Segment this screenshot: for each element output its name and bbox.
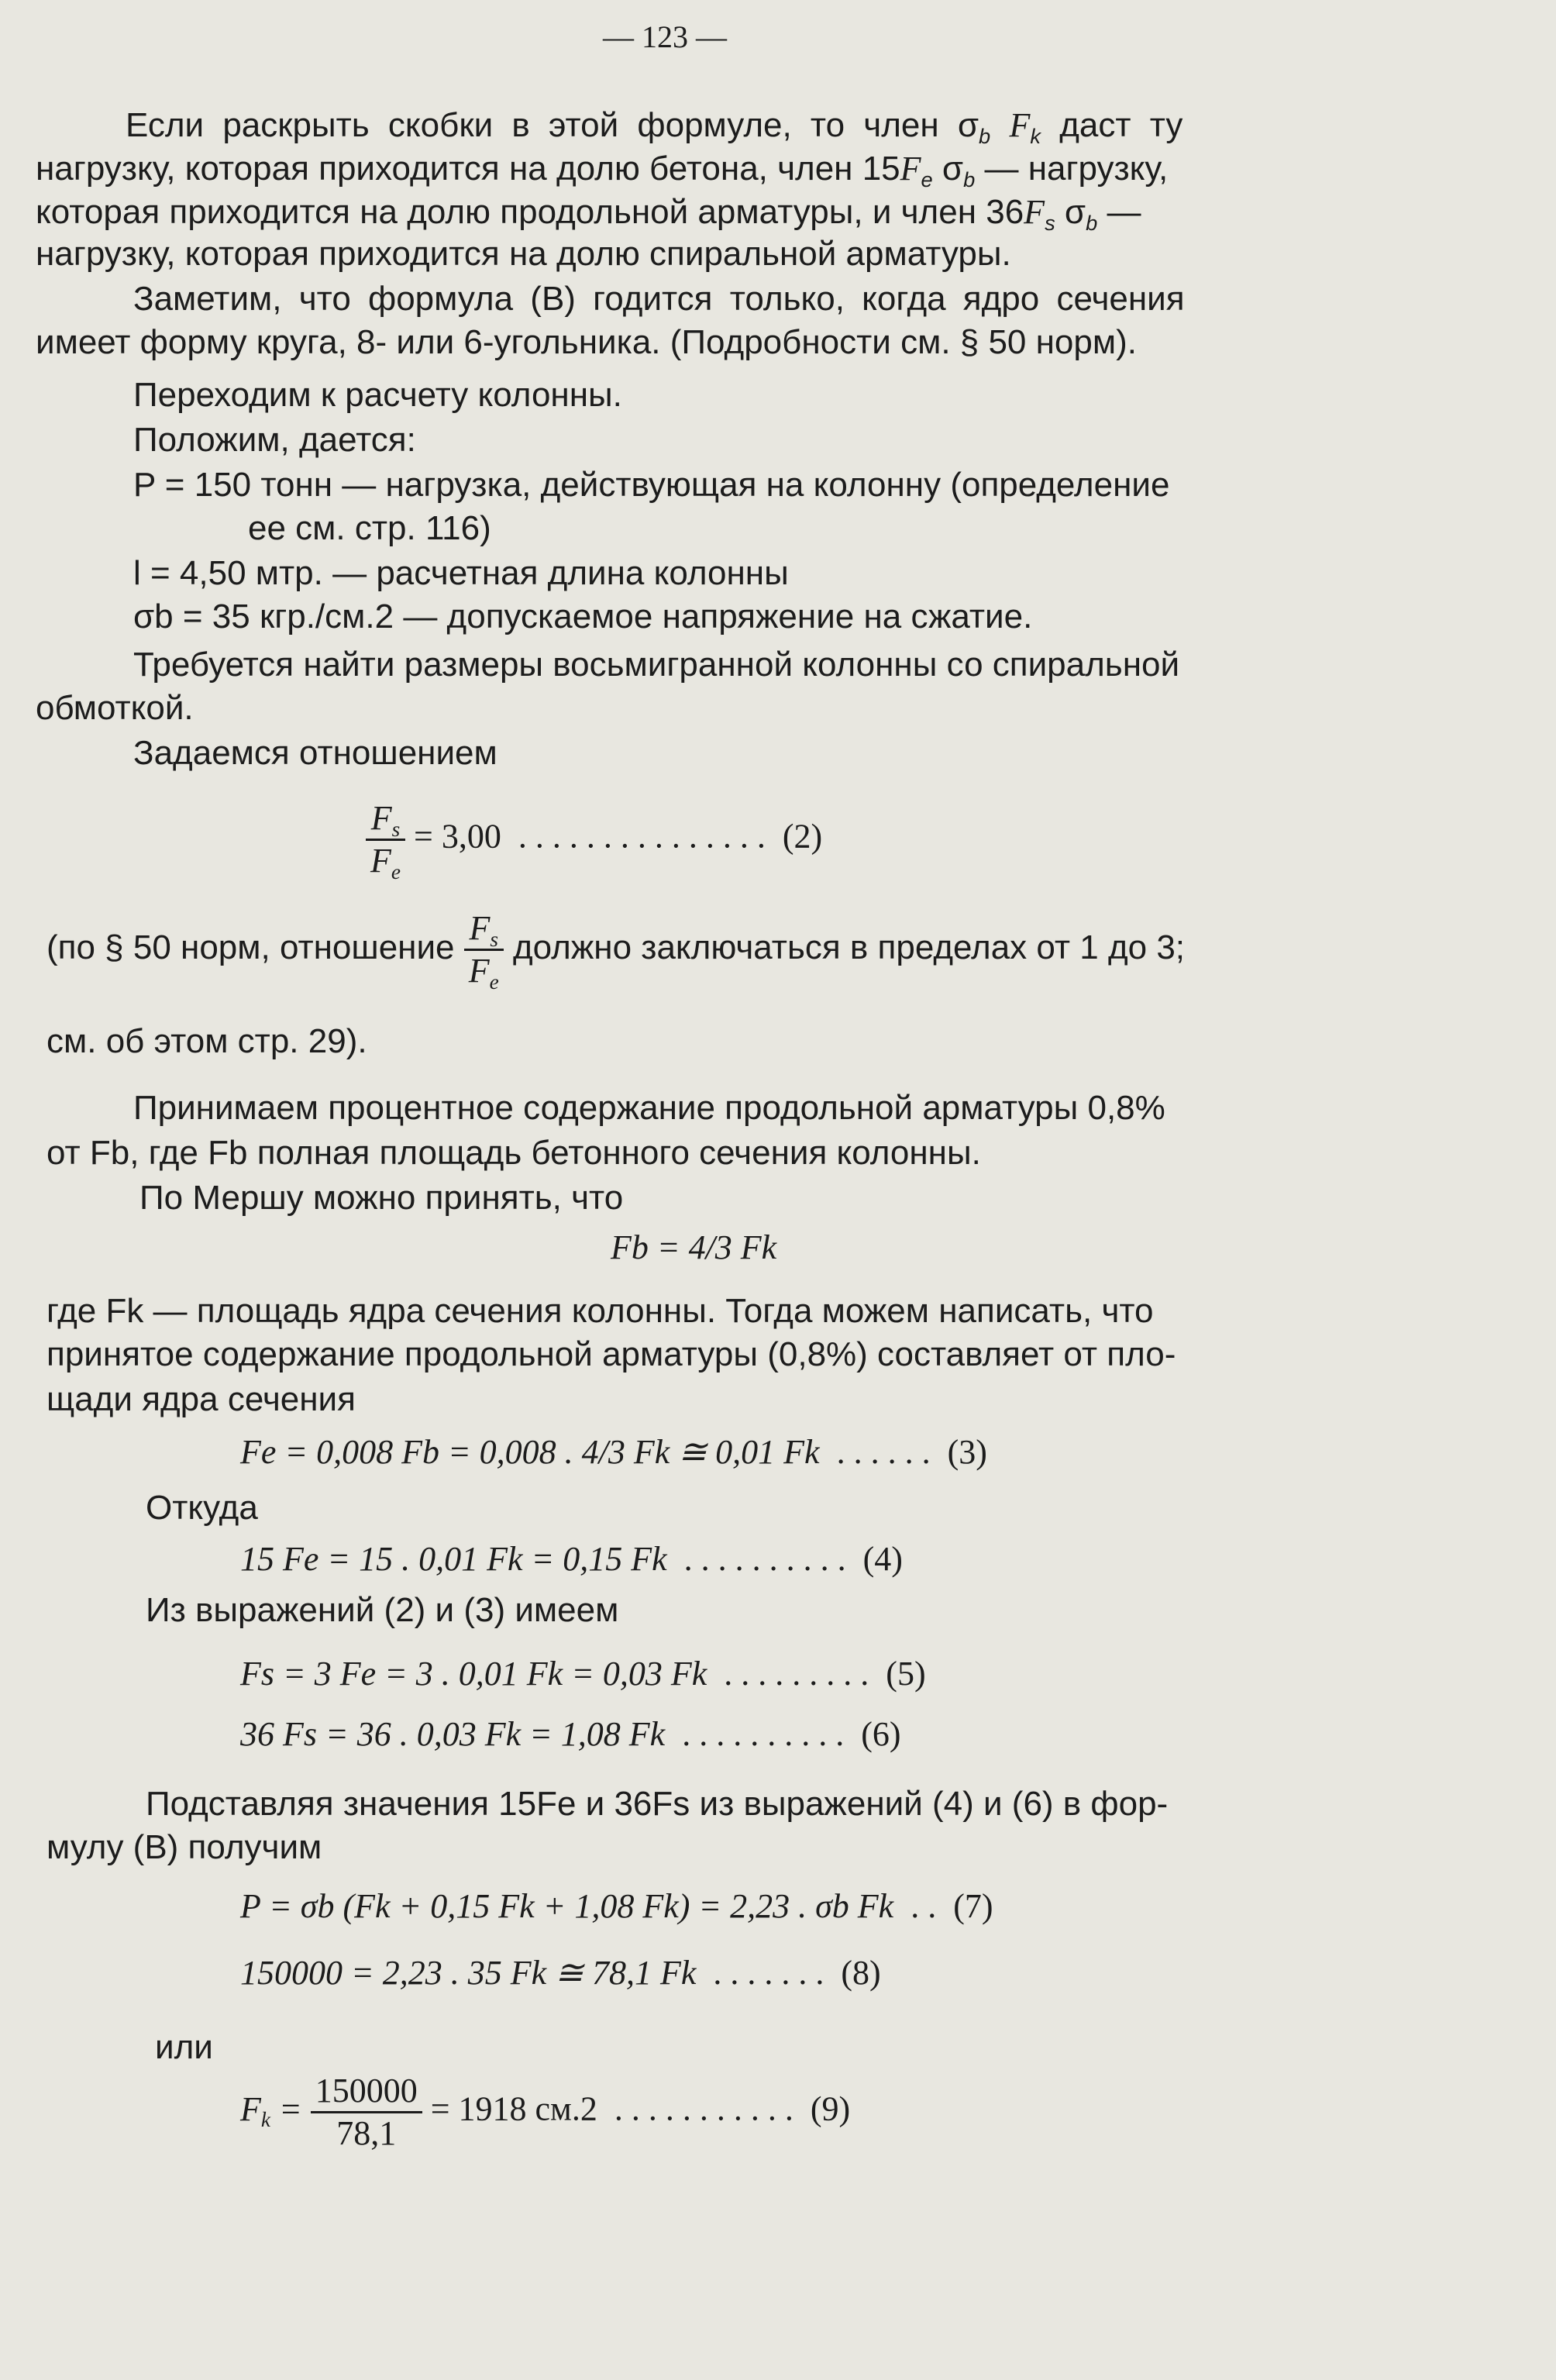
paragraph-1-line-4: нагрузку, которая приходится на долю спиральной арматуры. <box>36 235 1011 273</box>
paragraph-9: По Мершу можно принять, что <box>139 1179 624 1217</box>
given-stress: σb = 35 кгр./см.2 — допускаемое напряжение на сжатие. <box>133 598 1033 635</box>
equation-9-fraction: $\frac{150000}{78,1}$ <box>311 2074 422 2151</box>
equation-9: Fk = $\frac{150000}{78,1}$ = 1918 см.2 . . . . . . . . . . . (9) <box>240 2072 851 2152</box>
ratio-fs-fe: $\frac{Fs}{Fe}$ <box>366 801 405 878</box>
equation-7: P = σb (Fk + 0,15 Fk + 1,08 Fk) = 2,23 . σb Fk . . (7) <box>240 1887 993 1925</box>
paragraph-1-line-3: которая приходится на долю продольной арматуры, и член 36Fs σb — <box>36 193 1141 235</box>
paragraph-8-line-2: от Fb, где Fb полная площадь бетонного сечения колонны. <box>46 1134 981 1172</box>
paragraph-6: Задаемся отношением <box>133 734 497 772</box>
paragraph-2-line-1: Заметим, что формула (B) годится только, когда ядро сечения <box>133 280 1185 318</box>
equation-3-label: (3) <box>947 1433 987 1471</box>
equation-4-label: (4) <box>862 1540 903 1578</box>
word-ili: или <box>155 2028 213 2066</box>
paragraph-8-line-1: Принимаем процентное содержание продольной арматуры 0,8% <box>133 1089 1165 1127</box>
paragraph-5-line-2: обмоткой. <box>36 689 194 727</box>
given-load: P = 150 тонн — нагрузка, действующая на колонну (определение <box>133 466 1170 504</box>
given-length: l = 4,50 мтр. — расчетная длина колонны <box>133 554 789 592</box>
equation-5-label: (5) <box>886 1655 926 1693</box>
paragraph-10-line-3: щади ядра сечения <box>46 1380 356 1418</box>
equation-8-label: (8) <box>841 1954 881 1992</box>
equation-2: $\frac{Fs}{Fe}$ = 3,00 . . . . . . . . . . . . . . . (2) <box>366 801 822 878</box>
equation-9-label: (9) <box>810 2089 851 2128</box>
paragraph-1-line-2: нагрузку, которая приходится на долю бетона, член 15Fe σb — нагрузку, <box>36 150 1169 191</box>
equation-4: 15 Fe = 15 . 0,01 Fk = 0,15 Fk . . . . . . . . . . (4) <box>240 1540 903 1578</box>
paragraph-11-line-2: мулу (B) получим <box>46 1828 322 1866</box>
paragraph-iz: Из выражений (2) и (3) имеем <box>146 1591 619 1629</box>
word-otkuda: Откуда <box>146 1489 258 1527</box>
equation-5: Fs = 3 Fe = 3 . 0,01 Fk = 0,03 Fk . . . . . . . . . (5) <box>240 1655 926 1693</box>
paragraph-4: Положим, дается: <box>133 421 416 459</box>
page-number: — 123 — <box>603 19 727 54</box>
paragraph-5-line-1: Требуется найти размеры восьмигранной колонны со спиральной <box>133 646 1180 684</box>
paragraph-7-line-2: см. об этом стр. 29). <box>46 1022 367 1060</box>
paragraph-1-line-1: Если раскрыть скобки в этой формуле, то член σb Fk даст ту <box>126 106 1183 148</box>
equation-2-label: (2) <box>782 817 823 856</box>
equation-fb: Fb = 4/3 Fk <box>611 1228 777 1266</box>
paragraph-10-line-2: принятое содержание продольной арматуры (0,8%) составляет от пло- <box>46 1335 1176 1373</box>
equation-6-label: (6) <box>861 1715 901 1753</box>
equation-3: Fe = 0,008 Fb = 0,008 . 4/3 Fk ≅ 0,01 Fk . . . . . . (3) <box>240 1433 987 1471</box>
paragraph-3: Переходим к расчету колонны. <box>133 376 622 414</box>
equation-8: 150000 = 2,23 . 35 Fk ≅ 78,1 Fk . . . . . . . (8) <box>240 1954 881 1992</box>
equation-7-label: (7) <box>953 1887 993 1925</box>
paragraph-11-line-1: Подставляя значения 15Fe и 36Fs из выражений (4) и (6) в фор- <box>146 1785 1169 1823</box>
paragraph-2-line-2: имеет форму круга, 8- или 6-угольника. (Подробности см. § 50 норм). <box>36 323 1137 361</box>
paragraph-10-line-1: где Fk — площадь ядра сечения колонны. Тогда можем написать, что <box>46 1292 1154 1330</box>
ratio-fs-fe-inline: $\frac{Fs}{Fe}$ <box>464 911 504 988</box>
paragraph-7-line-1: (по § 50 норм, отношение $\frac{Fs}{Fe}$ должно заключаться в пределах от 1 до 3; <box>46 909 1186 994</box>
given-load-cont: ее см. стр. 116) <box>248 509 491 547</box>
equation-6: 36 Fs = 36 . 0,03 Fk = 1,08 Fk . . . . . . . . . . (6) <box>240 1715 901 1753</box>
